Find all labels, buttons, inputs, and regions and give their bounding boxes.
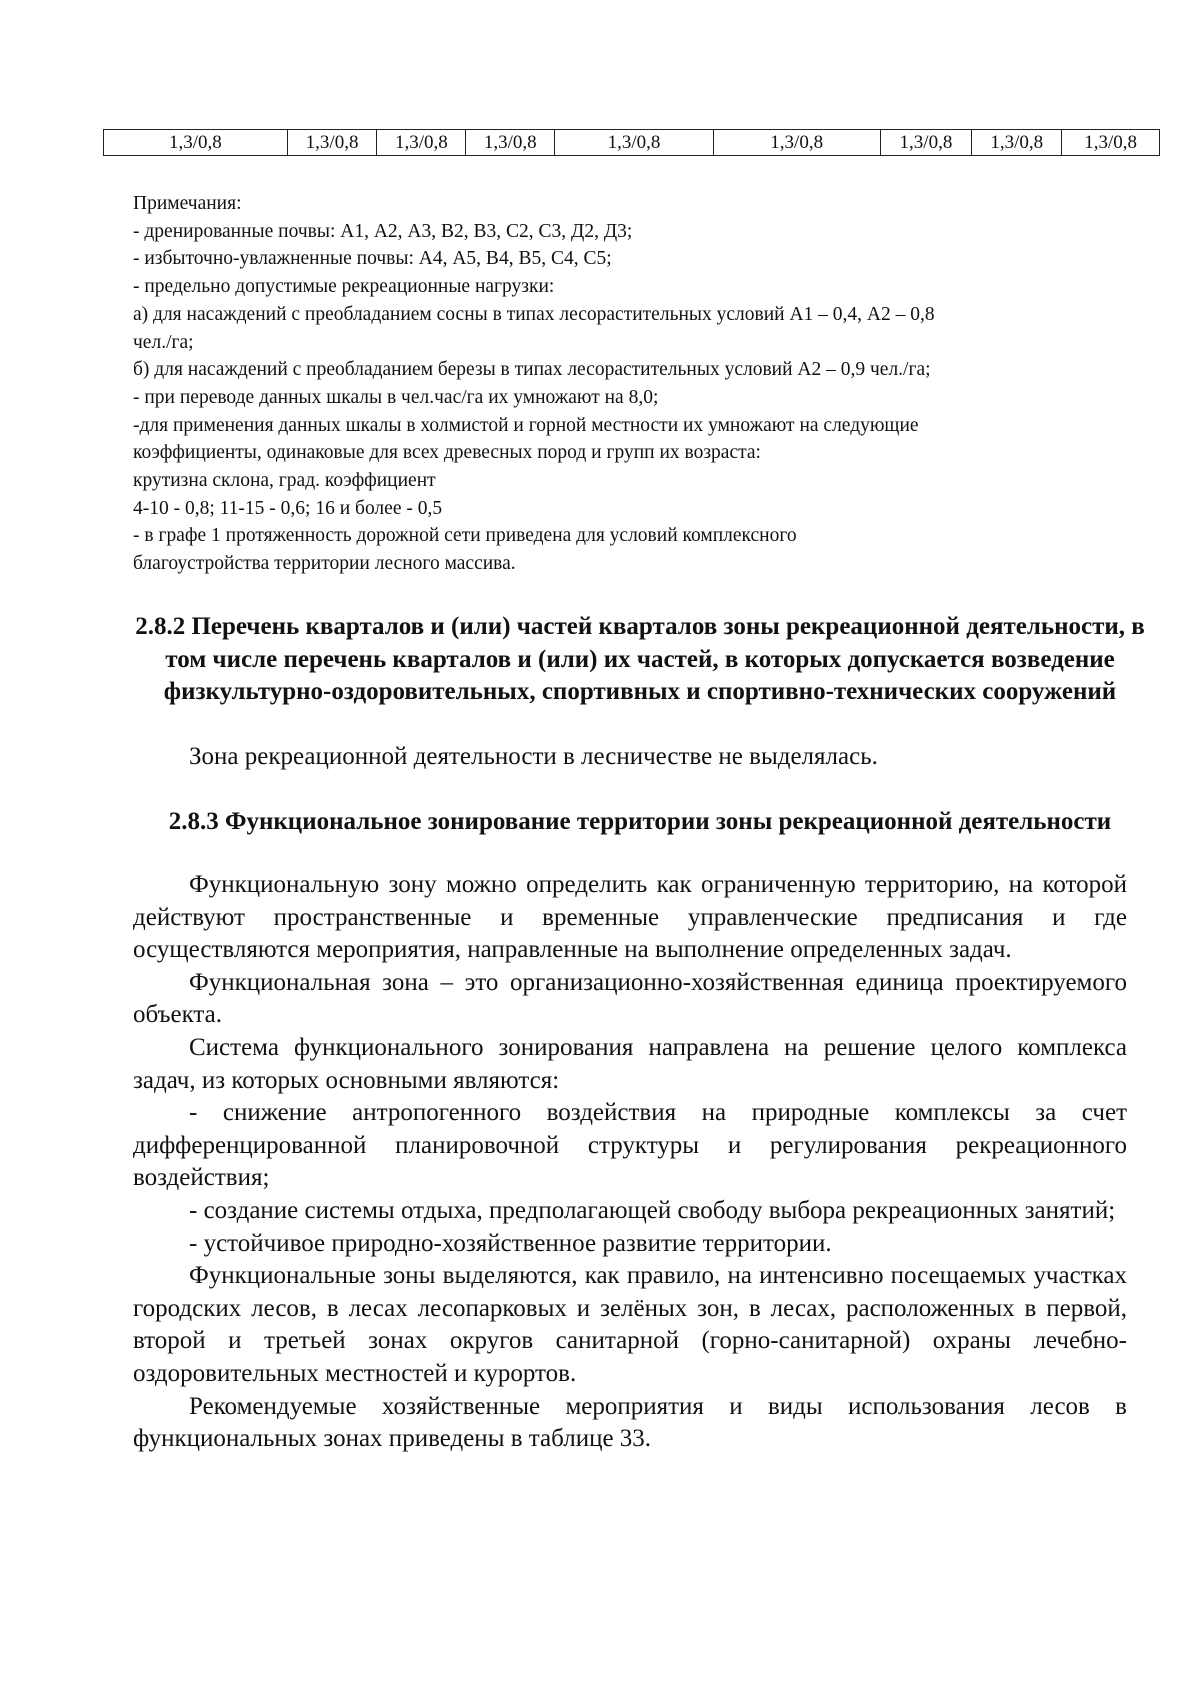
paragraph: - устойчивое природно-хозяйственное развитие территории. [189, 1229, 832, 1257]
paragraph: Зона рекреационной деятельности в лесничестве не выделялась. [189, 743, 878, 770]
notes-title: Примечания: [133, 193, 242, 214]
paragraph: - снижение антропогенного воздействия на природные комплексы за счет дифференцированной планировочной структуры и регулирования рекреационного воздействия; [133, 1099, 1127, 1192]
paragraph: Функциональную зону можно определить как ограниченную территорию, на которой действуют пространственные и временные управленческие предписания и где осуществляются мероприятия, направленные на выполнение определенных задач. [133, 871, 1127, 964]
note-line: благоустройства территории лесного массива. [133, 553, 516, 575]
table-cell: 1,3/0,8 [554, 130, 713, 155]
table-cell: 1,3/0,8 [465, 130, 554, 155]
paragraph: Функциональные зоны выделяются, как правило, на интенсивно посещаемых участках городских лесов, в лесах лесопарковых и зелёных зон, в лесах, расположенных в первой, второй и третьей зонах округов санитарной (горно-санитарной) охраны лечебно-оздоровительных местностей и курортов. [133, 1262, 1127, 1387]
note-line: б) для насаждений с преобладанием березы в типах лесорастительных условий А2 – 0,9 чел./га; [133, 359, 931, 381]
note-line: - дренированные почвы: А1, А2, А3, В2, В3, С2, С3, Д2, Д3; [133, 220, 633, 242]
paragraph: Функциональная зона – это организационно-хозяйственная единица проектируемого объекта. [133, 968, 1127, 1029]
note-line: чел./га; [133, 331, 194, 353]
table-cell: 1,3/0,8 [376, 130, 465, 155]
table-cell: 1,3/0,8 [880, 130, 972, 155]
note-line: крутизна склона, град. коэффициент [133, 470, 436, 492]
note-line: - в графе 1 протяженность дорожной сети приведена для условий комплексного [133, 525, 797, 547]
note-line: а) для насаждений с преобладанием сосны в типах лесорастительных условий А1 – 0,4, А2 – 0,8 [133, 303, 935, 325]
section-heading-2-8-3: 2.8.3 Функциональное зонирование территории зоны рекреационной деятельности [168, 808, 1112, 835]
table-cell: 1,3/0,8 [971, 130, 1061, 155]
table-cell: 1,3/0,8 [1061, 130, 1159, 155]
notes-block [133, 190, 1133, 578]
section-2-8-2-text [133, 741, 1127, 774]
note-line: коэффициенты, одинаковые для всех древесных пород и групп их возраста: [133, 442, 761, 464]
note-line: - при переводе данных шкалы в чел.час/га их умножают на 8,0; [133, 386, 659, 408]
note-line: 4-10 - 0,8; 11-15 - 0,6; 16 и более - 0,5 [133, 497, 443, 519]
paragraph: Рекомендуемые хозяйственные мероприятия и виды использования лесов в функциональных зонах приведены в таблице 33. [133, 1392, 1127, 1453]
table-cell: 1,3/0,8 [287, 130, 377, 155]
note-line: -для применения данных шкалы в холмистой и горной местности их умножают на следующие [133, 414, 919, 436]
section-2-8-3-body [133, 869, 1127, 1456]
table-cell: 1,3/0,8 [713, 130, 880, 155]
note-line: - предельно допустимые рекреационные нагрузки: [133, 276, 555, 298]
paragraph: Система функционального зонирования направлена на решение целого комплекса задач, из которых основными являются: [133, 1033, 1127, 1094]
section-heading-2-8-2: 2.8.2 Перечень кварталов и (или) частей кварталов зоны рекреационной деятельности, в том числе перечень кварталов и (или) их частей, в которых допускается возведение физкультурно-оздоровительных, спортивных и спортивно-технических сооружений [135, 613, 1145, 705]
table-cell: 1,3/0,8 [168, 132, 222, 153]
paragraph: - создание системы отдыха, предполагающей свободу выбора рекреационных занятий; [189, 1196, 1116, 1224]
table-row [103, 129, 1160, 156]
note-line: - избыточно-увлажненные почвы: А4, А5, В4, В5, С4, С5; [133, 248, 612, 270]
